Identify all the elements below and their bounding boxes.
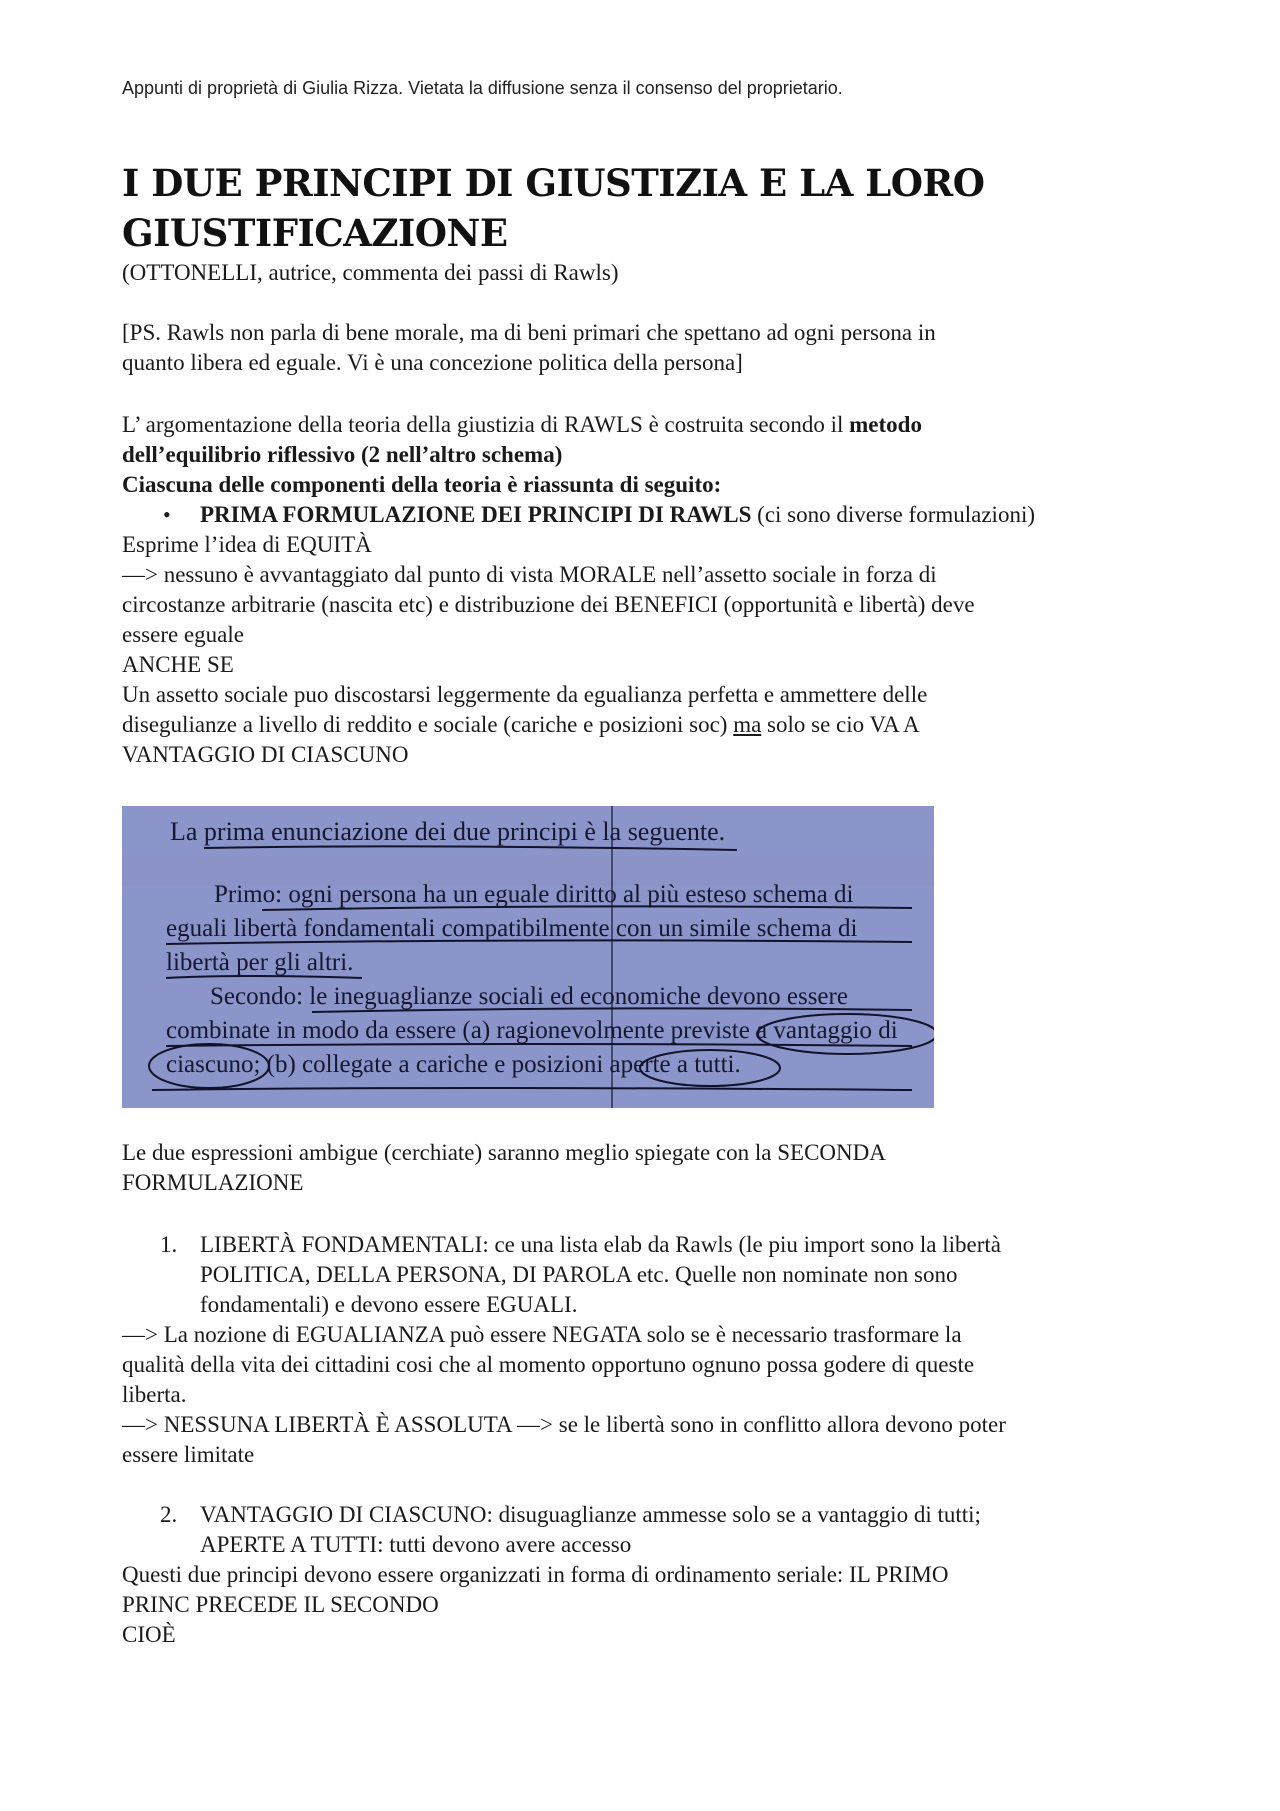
egualianza-line-2: qualità della vita dei cittadini cosi che al momento opportuno ognuno possa godere di queste — [122, 1352, 975, 1377]
equita-line-7a: disegulianze a livello di reddito e sociale (cariche e posizioni soc) — [122, 712, 734, 737]
bullet-item — [200, 500, 1180, 530]
item2-line-2: APERTE A TUTTI: tutti devono avere accesso — [200, 1532, 632, 1557]
scan-line-7: ciascuno; (b) collegate a cariche e posizioni aperte a tutti. — [166, 1051, 741, 1078]
ps-note-line-2: quanto libera ed eguale. Vi è una concezione politica della persona] — [122, 350, 743, 375]
equita-line-8: VANTAGGIO DI CIASCUNO — [122, 742, 409, 767]
ps-note-line-1: [PS. Rawls non parla di bene morale, ma di beni primari che spettano ad ogni persona in — [122, 320, 936, 345]
list-number-1: 1. — [160, 1232, 178, 1257]
scan-svg — [122, 806, 934, 1108]
list-item-1 — [200, 1230, 1160, 1320]
intro-line-2-bold: dell’equilibrio riflessivo (2 nell’altro schema) — [122, 442, 563, 467]
item1-line-1: LIBERTÀ FONDAMENTALI: ce una lista elab da Rawls (le piu import sono la libertà — [200, 1232, 1001, 1257]
egualianza-line-5: essere limitate — [122, 1442, 255, 1467]
bullet-plain: (ci sono diverse formulazioni) — [751, 502, 1035, 527]
equita-line-7b: solo se cio VA A — [761, 712, 920, 737]
scan-line-6: combinate in modo da essere (a) ragionevolmente previste a vantaggio di — [166, 1017, 898, 1044]
seriale-line-3: CIOÈ — [122, 1622, 176, 1647]
equita-line-2: —> nessuno è avvantaggiato dal punto di vista MORALE nell’assetto sociale in forza di — [122, 562, 937, 587]
scanned-book-excerpt — [122, 806, 934, 1108]
intro-line-1-bold: metodo — [849, 412, 922, 437]
list-item-2 — [200, 1500, 1160, 1560]
equita-line-6: Un assetto sociale puo discostarsi leggermente da egualianza perfetta e ammettere delle — [122, 682, 928, 707]
scan-line-1: La prima enunciazione dei due principi è la seguente. — [170, 817, 726, 846]
egualianza-line-1: —> La nozione di EGUALIANZA può essere NEGATA solo se è necessario trasformare la — [122, 1322, 962, 1347]
equita-line-5: ANCHE SE — [122, 652, 234, 677]
egualianza-paragraph — [122, 1320, 1172, 1470]
egualianza-line-4: —> NESSUNA LIBERTÀ È ASSOLUTA —> se le libertà sono in conflitto allora devono poter — [122, 1412, 1006, 1437]
page-title — [122, 158, 1172, 258]
item1-line-3: fondamentali) e devono essere EGUALI. — [200, 1292, 578, 1317]
egualianza-line-3: liberta. — [122, 1382, 187, 1407]
equita-line-3: circostanze arbitrarie (nascita etc) e distribuzione dei BENEFICI (opportunità e libertà) deve — [122, 592, 975, 617]
scan-line-2: Primo: ogni persona ha un eguale diritto al più esteso schema di — [214, 881, 854, 908]
scan-line-3: eguali libertà fondamentali compatibilmente con un simile schema di — [166, 915, 858, 942]
bullet-icon: • — [163, 502, 171, 527]
equita-line-7-underlined: ma — [733, 712, 762, 737]
ps-note — [122, 318, 1172, 378]
equita-line-4: essere eguale — [122, 622, 244, 647]
title-line-1: I DUE PRINCIPI DI GIUSTIZIA E LA LORO — [122, 161, 985, 205]
equita-paragraph — [122, 530, 1172, 770]
ambigue-paragraph — [122, 1138, 1172, 1198]
intro-line-1-plain: L’ argomentazione della teoria della giustizia di RAWLS è costruita secondo il — [122, 412, 850, 437]
intro-paragraph — [122, 410, 1172, 500]
intro-line-3-bold: Ciascuna delle componenti della teoria è riassunta di seguito: — [122, 472, 722, 497]
title-line-2: GIUSTIFICAZIONE — [122, 211, 508, 255]
item2-line-1: VANTAGGIO DI CIASCUNO: disuguaglianze ammesse solo se a vantaggio di tutti; — [200, 1502, 981, 1527]
item1-line-2: POLITICA, DELLA PERSONA, DI PAROLA etc. Quelle non nominate non sono — [200, 1262, 958, 1287]
seriale-paragraph — [122, 1560, 1172, 1650]
subtitle: (OTTONELLI, autrice, commenta dei passi di Rawls) — [122, 260, 619, 285]
list-number-2: 2. — [160, 1502, 178, 1527]
ownership-note: Appunti di proprietà di Giulia Rizza. Vietata la diffusione senza il consenso del proprietario. — [122, 78, 843, 98]
ambigue-line-1: Le due espressioni ambigue (cerchiate) saranno meglio spiegate con la SECONDA — [122, 1140, 886, 1165]
seriale-line-1: Questi due principi devono essere organizzati in forma di ordinamento seriale: IL PRIMO — [122, 1562, 949, 1587]
scan-line-5: Secondo: le ineguaglianze sociali ed economiche devono essere — [210, 983, 848, 1010]
seriale-line-2: PRINC PRECEDE IL SECONDO — [122, 1592, 439, 1617]
ambigue-line-2: FORMULAZIONE — [122, 1170, 304, 1195]
equita-line-1: Esprime l’idea di EQUITÀ — [122, 532, 372, 557]
bullet-bold: PRIMA FORMULAZIONE DEI PRINCIPI DI RAWLS — [200, 502, 752, 527]
scan-line-4: libertà per gli altri. — [166, 949, 354, 976]
